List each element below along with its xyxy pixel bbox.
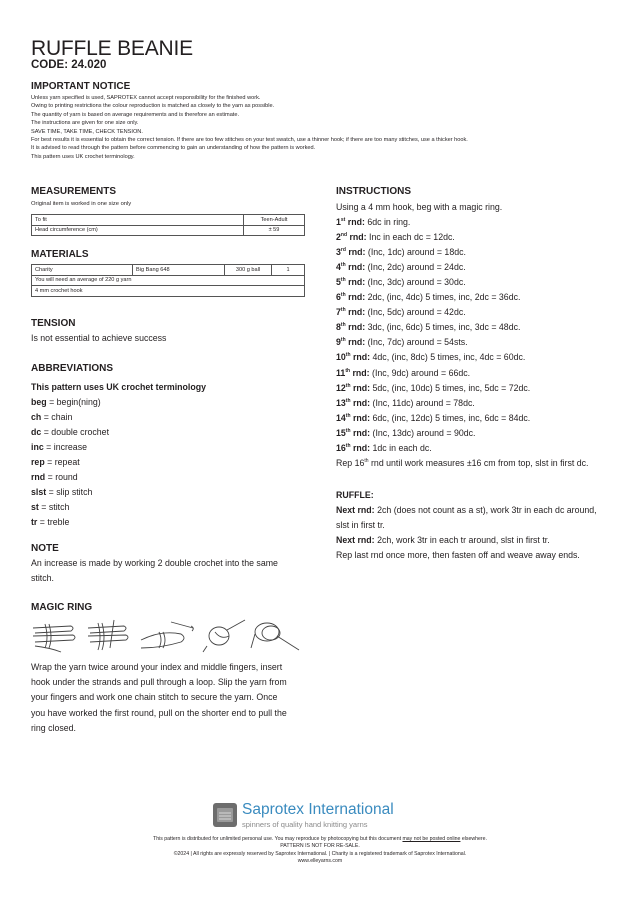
- notice-line: It is advised to read through the pattern before commencing to gain an understanding of how the pattern is worked.: [31, 145, 316, 152]
- abbr-term: tr: [31, 517, 38, 528]
- round-label: Next rnd:: [336, 505, 375, 516]
- round-label: rnd:: [345, 262, 366, 273]
- notice-line: Unless yarn specified is used, SAPROTEX cannot accept responsibility for the finished work.: [31, 95, 261, 101]
- magic-ring-line: your fingers and work one chain stitch to secure the yarn. Once: [31, 692, 278, 703]
- footer-text: This pattern is distributed for unlimited personal use. You may reproduce by photocopying but this document: [153, 836, 403, 842]
- abbr-meaning: = stitch: [38, 502, 70, 513]
- ordinal-suffix: th: [340, 307, 346, 314]
- round-text: (Inc, 13dc) around = 90dc.: [370, 427, 476, 438]
- round-row: [336, 441, 611, 456]
- list-item: [31, 515, 206, 530]
- round-number: 7: [336, 307, 341, 318]
- brand-name: Saprotex International: [242, 801, 394, 818]
- ordinal-suffix: th: [345, 397, 351, 404]
- notice-line: For best results it is essential to obtain the correct tension. If there are too few stitches on your test swatch, use a thinner hook; if there are too many stitches, use a thicker hook.: [31, 137, 468, 144]
- materials-heading: MATERIALS: [31, 249, 89, 260]
- abbr-meaning: = begin(ning): [46, 397, 101, 408]
- abbr-meaning: = chain: [41, 412, 73, 423]
- round-text: 3dc, (inc, 6dc) 5 times, inc, 3dc = 48dc.: [365, 322, 521, 333]
- table-cell: 4 mm crochet hook: [32, 286, 305, 297]
- round-text: (Inc, 3dc) around = 30dc.: [365, 277, 466, 288]
- round-row: [336, 411, 611, 426]
- brand-tagline: spinners of quality hand knitting yarns: [242, 820, 368, 829]
- footer-text: may not be posted online: [402, 836, 461, 842]
- magic-ring-line: ring closed.: [31, 722, 76, 733]
- tension-text: Is not essential to achieve success: [31, 333, 167, 343]
- round-label: rnd:: [345, 217, 365, 228]
- measurements-table: [31, 214, 305, 236]
- page-title: RUFFLE BEANIE: [31, 37, 193, 60]
- round-row: [336, 426, 611, 441]
- list-item: [31, 395, 206, 410]
- table-row: [32, 286, 305, 297]
- round-row: [336, 381, 611, 396]
- round-text: 2dc, (inc, 4dc) 5 times, inc, 2dc = 36dc.: [365, 292, 521, 303]
- table-cell: 300 g ball: [225, 265, 272, 276]
- round-row: [336, 290, 611, 305]
- abbr-meaning: = treble: [37, 517, 70, 528]
- round-text: 5dc, (inc, 10dc) 5 times, inc, 5dc = 72dc.: [370, 382, 531, 393]
- table-cell: You will need an average of 220 g yarn: [32, 275, 305, 286]
- instructions-list: [336, 200, 611, 471]
- notice-line: The quantity of yarn is based on average requirements and is therefore an estimate.: [31, 111, 240, 118]
- round-text: (Inc, 2dc) around = 24dc.: [365, 262, 466, 273]
- notice-line: Owing to printing restrictions the colour reproduction is matched as closely to the yarn as possible.: [31, 103, 275, 110]
- notice-line: The instructions are given for one size only.: [31, 120, 139, 127]
- round-row: [336, 245, 611, 260]
- magic-ring-line: Wrap the yarn twice around your index and middle fingers, insert: [31, 662, 283, 672]
- round-text: 4dc, (inc, 8dc) 5 times, inc, 4dc = 60dc.: [370, 352, 526, 363]
- round-row: [336, 275, 611, 290]
- round-text: (Inc, 1dc) around = 18dc.: [365, 247, 466, 258]
- pattern-code: CODE: 24.020: [31, 59, 107, 71]
- note-line: An increase is made by working 2 double crochet into the same: [31, 558, 278, 568]
- ordinal-suffix: th: [345, 382, 351, 389]
- round-row: [336, 335, 611, 350]
- measurements-note: Original item is worked in one size only: [31, 201, 132, 207]
- list-item: [31, 500, 206, 515]
- abbr-meaning: = slip stitch: [46, 487, 93, 498]
- round-text: Inc in each dc = 12dc.: [366, 232, 455, 243]
- tension-heading: TENSION: [31, 318, 76, 329]
- notice-heading: IMPORTANT NOTICE: [31, 81, 131, 92]
- round-row: [336, 350, 611, 365]
- ruffle-text: 2ch (does not count as a st), work 3tr in each dc around,: [374, 505, 597, 516]
- round-label: rnd:: [350, 412, 371, 423]
- ordinal-suffix: nd: [340, 232, 348, 239]
- instructions-heading: INSTRUCTIONS: [336, 186, 411, 197]
- materials-table: [31, 264, 305, 297]
- repeat-line: [336, 456, 611, 471]
- repeat-text: rnd until work measures ±16 cm from top, slst in first dc.: [368, 457, 589, 468]
- abbr-term: inc: [31, 442, 44, 453]
- round-number: 16: [336, 442, 346, 453]
- round-row: [336, 230, 611, 245]
- saprotex-logo-icon: [213, 803, 237, 827]
- round-number: 12: [336, 382, 346, 393]
- abbr-term: slst: [31, 487, 47, 498]
- abbr-term: rep: [31, 457, 45, 468]
- round-label: rnd:: [350, 442, 371, 453]
- list-item: [31, 425, 206, 440]
- round-label: Next rnd:: [336, 535, 375, 546]
- ruffle-text: 2ch, work 3tr in each tr around, slst in first tr.: [374, 535, 550, 546]
- ordinal-suffix: th: [345, 352, 351, 359]
- ordinal-suffix: st: [340, 217, 346, 224]
- round-number: 5: [336, 277, 341, 288]
- round-number: 13: [336, 397, 346, 408]
- round-label: rnd:: [350, 397, 371, 408]
- footer-text: elsewhere.: [460, 836, 487, 842]
- round-label: rnd:: [345, 322, 366, 333]
- list-item: [31, 485, 206, 500]
- round-label: rnd:: [350, 367, 370, 378]
- round-row: [336, 215, 611, 230]
- round-label: rnd:: [345, 337, 366, 348]
- round-label: rnd:: [350, 427, 371, 438]
- ordinal-suffix: th: [345, 367, 351, 374]
- abbr-meaning: = round: [45, 472, 78, 483]
- ruffle-section: [336, 488, 611, 563]
- ordinal-suffix: th: [340, 322, 346, 329]
- round-text: (Inc, 7dc) around = 54sts.: [365, 337, 468, 348]
- round-label: rnd:: [345, 247, 366, 258]
- measurements-heading: MEASUREMENTS: [31, 186, 117, 197]
- list-item: [31, 455, 206, 470]
- magic-ring-line: you have worked the first round, pull on the shorter end to pull the: [31, 707, 287, 718]
- magic-ring-illustration: [31, 618, 301, 654]
- list-item: [31, 470, 206, 485]
- notice-line: SAVE TIME, TAKE TIME, CHECK TENSION.: [31, 128, 143, 135]
- footer-line: ©2024 | All rights are expressly reserved by Saprotex International. | Charity is a registered trademark of Saprotex International.: [173, 851, 467, 857]
- ordinal-suffix: th: [364, 457, 369, 464]
- round-label: rnd:: [345, 277, 366, 288]
- ordinal-suffix: th: [345, 412, 351, 419]
- ordinal-suffix: th: [345, 427, 351, 434]
- round-row: [336, 396, 611, 411]
- abbr-term: dc: [31, 427, 42, 438]
- round-number: 10: [336, 352, 346, 363]
- table-row: [32, 215, 305, 226]
- abbr-meaning: = increase: [43, 442, 87, 453]
- website-link[interactable]: www.elleyarns.com: [297, 858, 343, 864]
- table-cell: Big Bang 648: [133, 265, 225, 276]
- ordinal-suffix: rd: [340, 247, 346, 254]
- round-number: 8: [336, 322, 341, 333]
- table-row: [32, 265, 305, 276]
- list-item: [31, 410, 206, 425]
- abbreviations-list: [31, 380, 206, 530]
- round-label: rnd:: [347, 232, 367, 243]
- table-cell: 1: [272, 265, 305, 276]
- ruffle-line: [336, 503, 611, 518]
- abbr-meaning: = repeat: [44, 457, 80, 468]
- table-cell: ± 59: [244, 225, 305, 236]
- ruffle-heading: RUFFLE:: [336, 490, 374, 500]
- hand-step-3-icon: [141, 622, 193, 648]
- note-line: stitch.: [31, 573, 54, 583]
- round-text: (Inc, 11dc) around = 78dc.: [370, 397, 475, 408]
- table-cell: Teen-Adult: [244, 215, 305, 226]
- round-number: 11: [336, 367, 346, 378]
- round-number: 1: [336, 217, 341, 228]
- round-text: 6dc, (inc, 12dc) 5 times, inc, 6dc = 84dc.: [370, 412, 531, 423]
- note-text: [31, 556, 311, 586]
- table-cell: To fit: [32, 215, 244, 226]
- round-number: 3: [336, 247, 341, 258]
- table-row: [32, 275, 305, 286]
- magic-ring-line: hook under the strands and pull through a loop. Slip the yarn from: [31, 677, 287, 688]
- hand-step-2-icon: [88, 620, 128, 650]
- round-row: [336, 366, 611, 381]
- round-number: 15: [336, 427, 346, 438]
- table-cell: Head circumference (cm): [32, 225, 244, 236]
- abbr-term: rnd: [31, 472, 46, 483]
- round-row: [336, 260, 611, 275]
- hand-step-4-icon: [203, 620, 245, 652]
- round-label: rnd:: [350, 382, 371, 393]
- abbr-term: beg: [31, 397, 47, 408]
- ordinal-suffix: th: [345, 442, 351, 449]
- round-text: 1dc in each dc.: [370, 442, 432, 453]
- hand-step-5-icon: [251, 623, 299, 650]
- notice-body: [31, 94, 611, 161]
- abbr-term: st: [31, 502, 39, 513]
- abbreviations-intro: This pattern uses UK crochet terminology: [31, 382, 206, 392]
- ruffle-line: Rep last rnd once more, then fasten off and weave away ends.: [336, 550, 580, 561]
- hand-step-1-icon: [33, 624, 75, 652]
- round-label: rnd:: [350, 352, 371, 363]
- magic-ring-heading: MAGIC RING: [31, 602, 93, 613]
- round-row: [336, 305, 611, 320]
- round-row: [336, 320, 611, 335]
- round-number: 2: [336, 232, 341, 243]
- repeat-text: Rep 16: [336, 457, 365, 468]
- round-text: (Inc, 5dc) around = 42dc.: [365, 307, 466, 318]
- magic-ring-text: [31, 660, 306, 736]
- ordinal-suffix: th: [340, 337, 346, 344]
- round-number: 14: [336, 412, 346, 423]
- abbr-meaning: = double crochet: [41, 427, 110, 438]
- ruffle-line: slst in first tr.: [336, 520, 385, 531]
- round-text: (Inc, 9dc) around = 66dc.: [369, 367, 471, 378]
- table-row: [32, 225, 305, 236]
- round-label: rnd:: [345, 307, 366, 318]
- ordinal-suffix: th: [340, 292, 346, 299]
- round-text: 6dc in ring.: [364, 217, 411, 228]
- ruffle-line: [336, 533, 611, 548]
- list-item: [31, 440, 206, 455]
- ordinal-suffix: th: [340, 262, 346, 269]
- round-number: 9: [336, 337, 341, 348]
- ordinal-suffix: th: [340, 277, 346, 284]
- notice-line: This pattern uses UK crochet terminology.: [31, 153, 135, 160]
- round-number: 6: [336, 292, 341, 303]
- note-heading: NOTE: [31, 543, 59, 554]
- instructions-intro: Using a 4 mm hook, beg with a magic ring.: [336, 202, 503, 212]
- round-label: rnd:: [345, 292, 366, 303]
- abbreviations-heading: ABBREVIATIONS: [31, 363, 114, 374]
- table-cell: Charity: [32, 265, 133, 276]
- round-number: 4: [336, 262, 341, 273]
- abbr-term: ch: [31, 412, 42, 423]
- footer-line: PATTERN IS NOT FOR RE-SALE.: [280, 843, 360, 849]
